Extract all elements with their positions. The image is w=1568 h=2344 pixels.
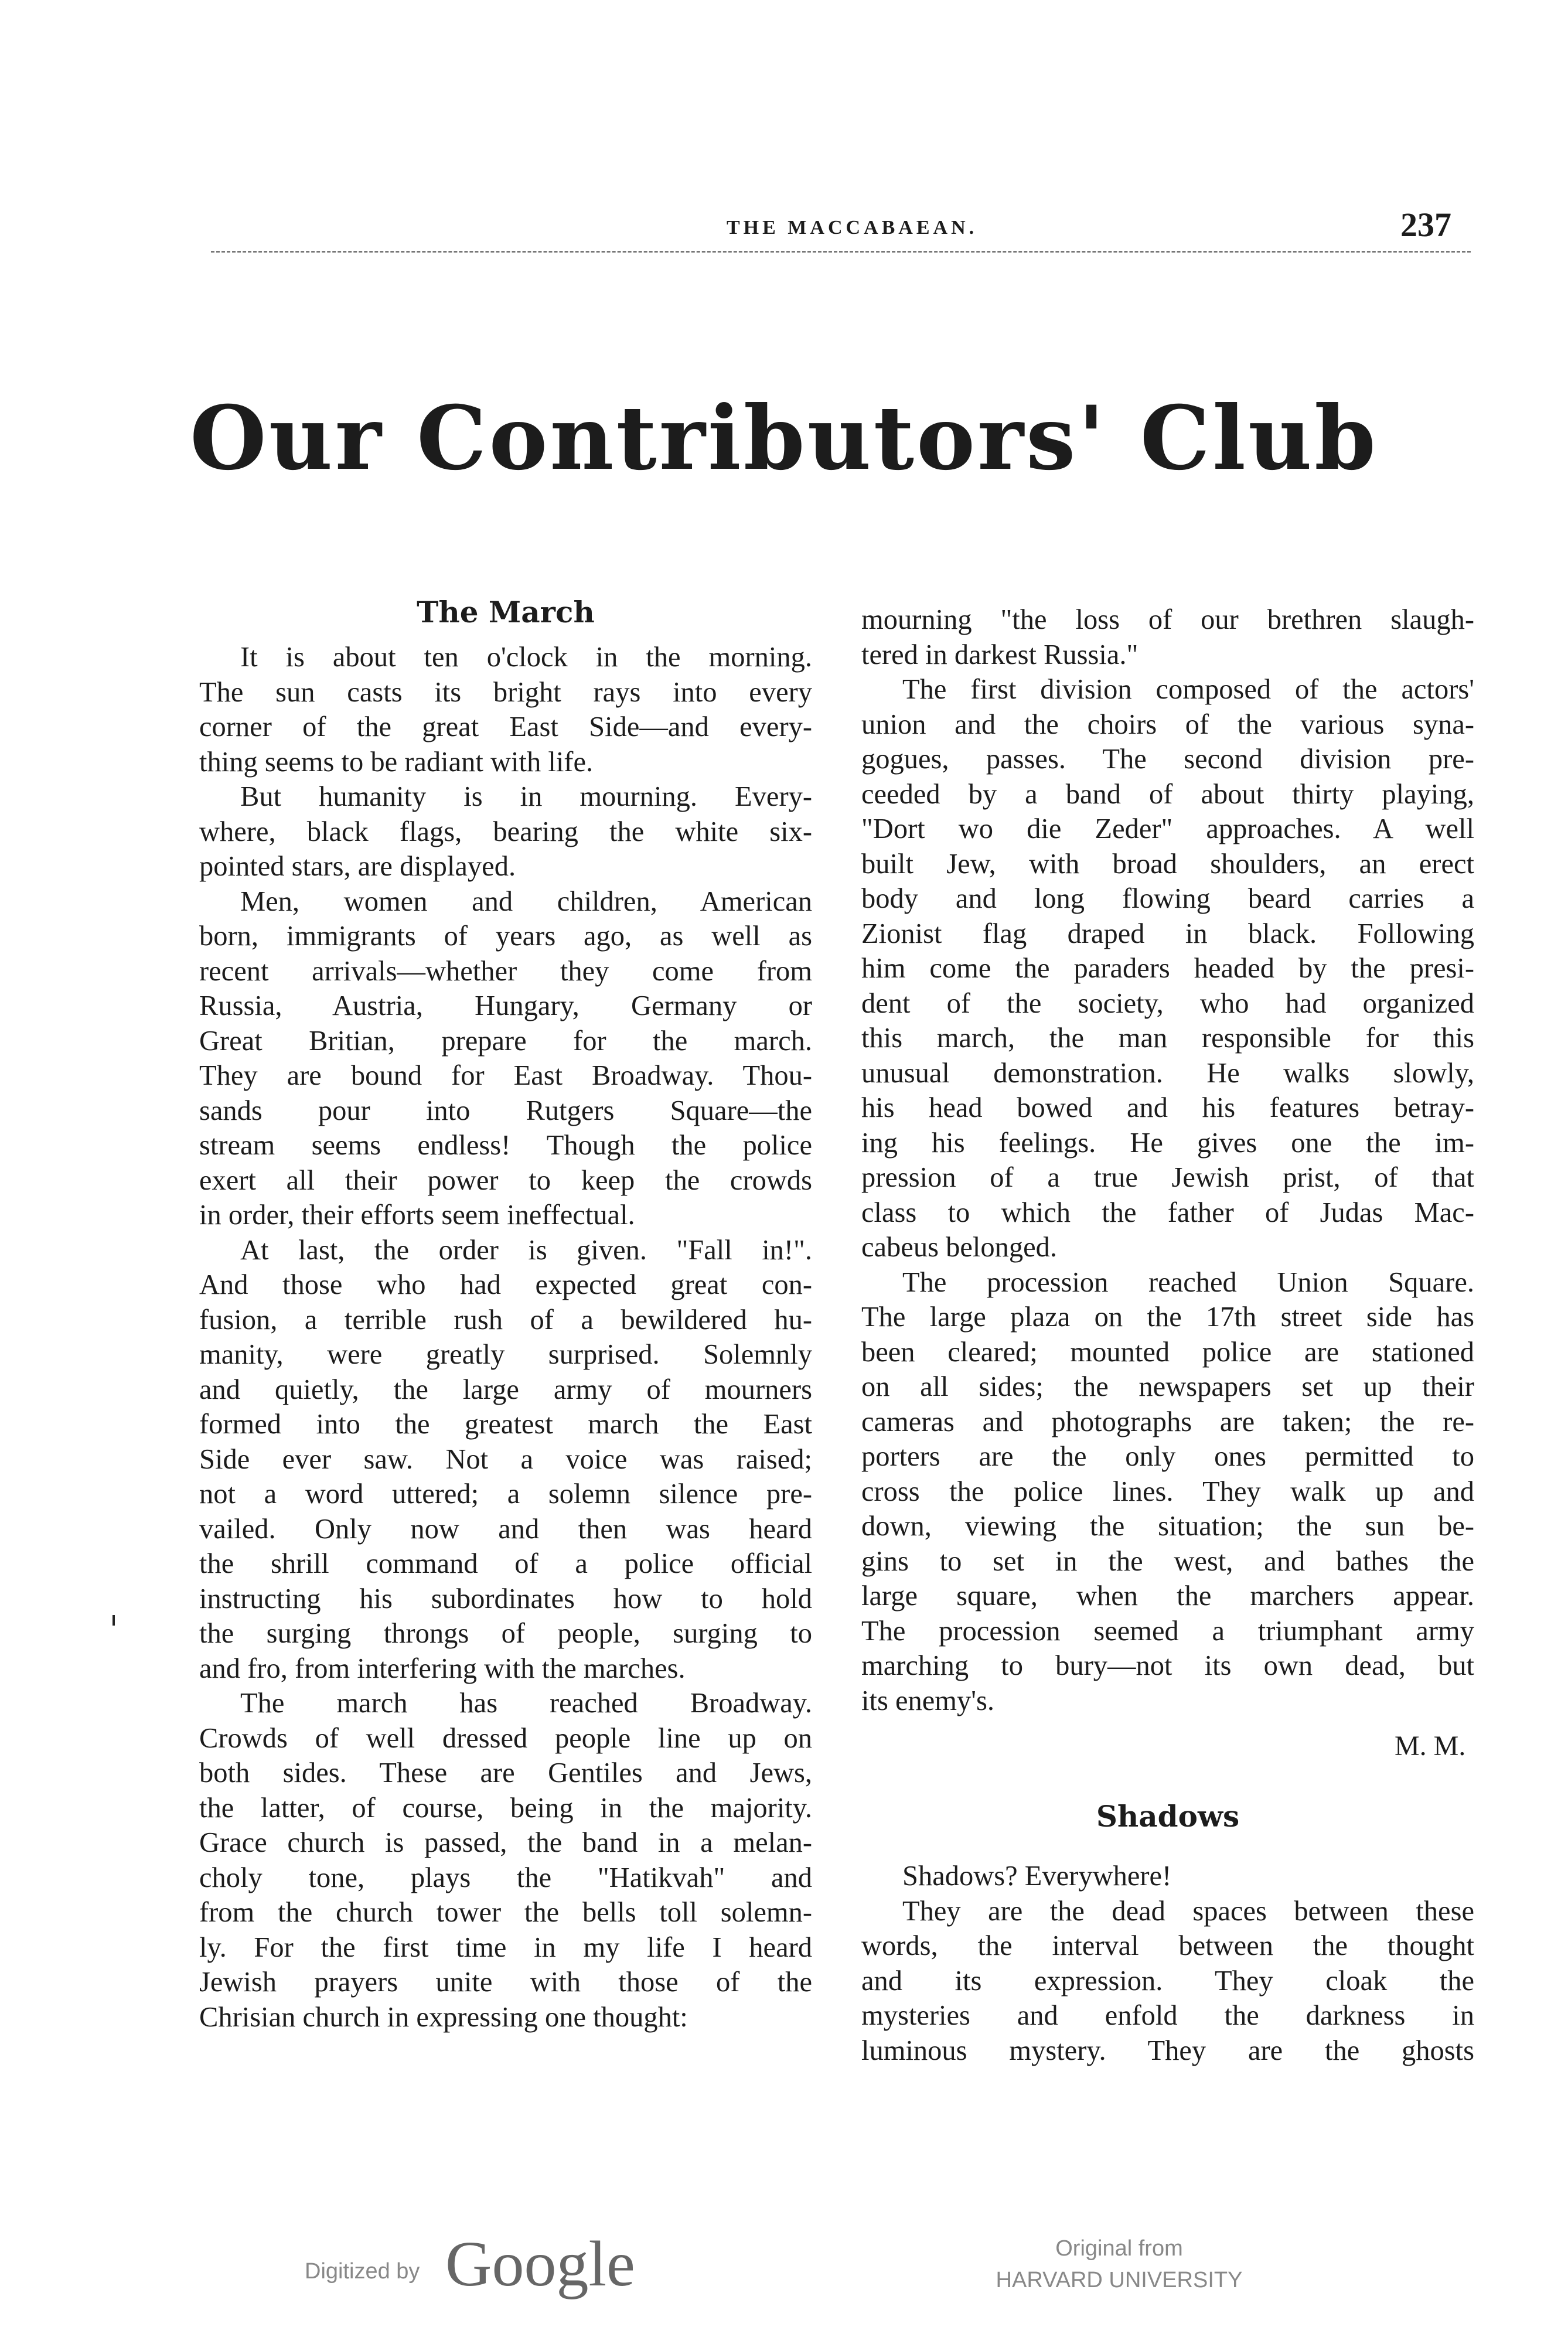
text-line: formed into the greatest march the East — [199, 1409, 812, 1440]
text-line: manity, were greatly surprised. Solemnly — [199, 1339, 812, 1370]
text-line: Zionist flag draped in black. Following — [861, 918, 1474, 949]
text-line: corner of the great East Side—and every- — [199, 711, 812, 742]
text-line: this march, the man responsible for this — [861, 1023, 1474, 1054]
article-title-shadows: Shadows — [1096, 1799, 1240, 1834]
footer-google-logo: Google — [445, 2228, 635, 2299]
text-line: born, immigrants of years ago, as well as — [199, 921, 812, 952]
text-line: dent of the society, who had organized — [861, 987, 1474, 1019]
section-title: Our Contributors' Club — [190, 387, 1378, 490]
stray-mark — [113, 1615, 115, 1626]
text-line: cabeus belonged. — [861, 1232, 1057, 1263]
footer-institution: HARVARD UNIVERSITY — [996, 2268, 1243, 2292]
text-line: the surging throngs of people, surging to — [199, 1618, 812, 1649]
text-line: the shrill command of a police official — [199, 1548, 812, 1579]
text-line: body and long flowing beard carries a — [861, 883, 1474, 914]
text-line: him come the paraders headed by the presi- — [861, 953, 1474, 984]
text-line: both sides. These are Gentiles and Jews, — [199, 1757, 812, 1788]
text-line: recent arrivals—whether they come from — [199, 955, 812, 987]
text-line: Men, women and children, American — [240, 885, 812, 917]
text-line: cameras and photographs are taken; the re- — [861, 1406, 1474, 1437]
text-line: his head bowed and his features betray- — [861, 1092, 1474, 1123]
text-line: Jewish prayers unite with those of the — [199, 1967, 812, 1998]
text-line: fusion, a terrible rush of a bewildered hu- — [199, 1304, 812, 1335]
text-line: The procession seemed a triumphant army — [861, 1615, 1474, 1647]
footer-original-from — [961, 2233, 1277, 2296]
article-title-march: The March — [417, 595, 595, 629]
text-line: the latter, of course, being in the majority. — [199, 1792, 812, 1824]
text-line: and fro, from interfering with the marches. — [199, 1653, 686, 1684]
text-line: stream seems endless! Though the police — [199, 1130, 812, 1161]
header-rule — [211, 251, 1471, 253]
text-line: and quietly, the large army of mourners — [199, 1374, 812, 1405]
text-line: built Jew, with broad shoulders, an erect — [861, 848, 1474, 880]
text-line: The march has reached Broadway. — [240, 1688, 812, 1719]
text-line: mourning "the loss of our brethren slaugh- — [861, 604, 1474, 635]
text-line: pression of a true Jewish prist, of that — [861, 1162, 1474, 1193]
march-signature: M. M. — [1395, 1730, 1466, 1762]
text-line: Shadows? Everywhere! — [902, 1861, 1172, 1892]
text-line: choly tone, plays the "Hatikvah" and — [199, 1862, 812, 1893]
text-line: tered in darkest Russia." — [861, 639, 1138, 670]
text-line: And those who had expected great con- — [199, 1269, 812, 1300]
footer-digitized-label: Digitized by — [305, 2259, 420, 2284]
text-line: on all sides; the newspapers set up their — [861, 1371, 1474, 1402]
text-line: The procession reached Union Square. — [902, 1266, 1474, 1298]
footer-original-label: Original from — [1055, 2236, 1183, 2261]
text-line: vailed. Only now and then was heard — [199, 1513, 812, 1545]
running-head: THE MACCABAEAN. — [727, 217, 978, 239]
text-line: The first division composed of the actors' — [902, 674, 1474, 705]
text-line: its enemy's. — [861, 1685, 994, 1716]
text-line: The large plaza on the 17th street side has — [861, 1302, 1474, 1333]
text-line: They are the dead spaces between these — [902, 1895, 1474, 1927]
text-line: But humanity is in mourning. Every- — [240, 781, 812, 812]
text-line: sands pour into Rutgers Square—the — [199, 1095, 812, 1126]
text-line: luminous mystery. They are the ghosts — [861, 2035, 1474, 2066]
text-line: "Dort wo die Zeder" approaches. A well — [861, 813, 1474, 844]
text-line: pointed stars, are displayed. — [199, 851, 516, 882]
text-line: Grace church is passed, the band in a melan- — [199, 1827, 812, 1858]
text-line: been cleared; mounted police are stationed — [861, 1336, 1474, 1368]
text-line: At last, the order is given. "Fall in!". — [240, 1234, 812, 1266]
text-line: instructing his subordinates how to hold — [199, 1583, 812, 1614]
text-line: class to which the father of Judas Mac- — [861, 1197, 1474, 1228]
text-line: It is about ten o'clock in the morning. — [240, 642, 812, 673]
text-line: in order, their efforts seem ineffectual. — [199, 1200, 635, 1231]
text-line: down, viewing the situation; the sun be- — [861, 1511, 1474, 1542]
text-line: from the church tower the bells toll solemn- — [199, 1897, 812, 1928]
text-line: cross the police lines. They walk up and — [861, 1476, 1474, 1507]
text-line: words, the interval between the thought — [861, 1930, 1474, 1961]
text-line: ceeded by a band of about thirty playing, — [861, 778, 1474, 810]
text-line: The sun casts its bright rays into every — [199, 676, 812, 708]
text-line: large square, when the marchers appear. — [861, 1580, 1474, 1612]
text-line: ly. For the first time in my life I heard — [199, 1931, 812, 1963]
text-line: where, black flags, bearing the white six- — [199, 816, 812, 847]
text-line: unusual demonstration. He walks slowly, — [861, 1057, 1474, 1089]
text-line: marching to bury—not its own dead, but — [861, 1650, 1474, 1681]
text-line: Great Britian, prepare for the march. — [199, 1025, 812, 1057]
text-line: and its expression. They cloak the — [861, 1965, 1474, 1997]
text-line: Crowds of well dressed people line up on — [199, 1722, 812, 1754]
march-column-right — [861, 602, 1474, 1718]
text-line: not a word uttered; a solemn silence pre- — [199, 1478, 812, 1510]
text-line: gogues, passes. The second division pre- — [861, 744, 1474, 775]
march-column-left — [199, 640, 812, 2035]
text-line: ing his feelings. He gives one the im- — [861, 1127, 1474, 1159]
text-line: gins to set in the west, and bathes the — [861, 1545, 1474, 1577]
text-line: exert all their power to keep the crowds — [199, 1164, 812, 1196]
text-line: Chrisian church in expressing one thought: — [199, 2001, 688, 2033]
text-line: thing seems to be radiant with life. — [199, 746, 594, 778]
text-line: Side ever saw. Not a voice was raised; — [199, 1443, 812, 1475]
text-line: They are bound for East Broadway. Thou- — [199, 1060, 812, 1091]
text-line: Russia, Austria, Hungary, Germany or — [199, 990, 812, 1021]
shadows-column — [861, 1859, 1474, 2068]
page-number: 237 — [1400, 206, 1451, 244]
text-line: mysteries and enfold the darkness in — [861, 2000, 1474, 2031]
text-line: porters are the only ones permitted to — [861, 1441, 1474, 1472]
text-line: union and the choirs of the various syna- — [861, 708, 1474, 740]
